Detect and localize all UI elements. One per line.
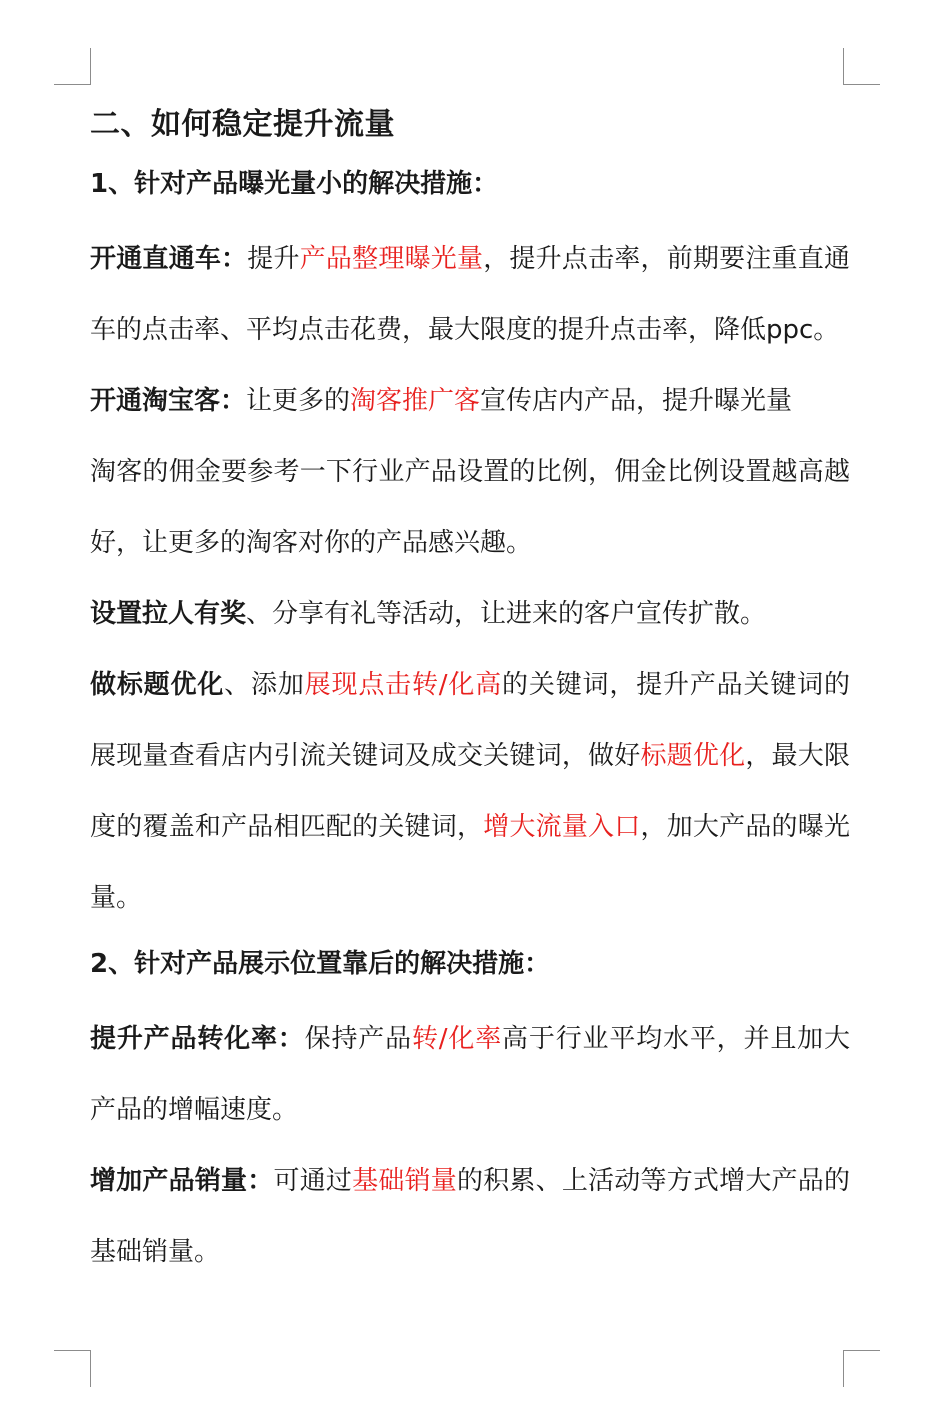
highlight-text: 转/化率	[411, 1024, 503, 1054]
paragraph-text: 高于行业平均水平，并且加大产品的增幅速度。	[90, 1024, 850, 1125]
page-title: 二、如何稳定提升流量	[90, 107, 395, 142]
paragraph-text: 提升	[247, 244, 300, 274]
paragraph-text: 、分享有礼等活动，让进来的客户宣传扩散。	[246, 599, 767, 629]
paragraph-lead: 增加产品销量：	[90, 1166, 274, 1196]
highlight-text: 展现点击转/化高	[304, 670, 503, 700]
paragraph-lead: 开通淘宝客：	[90, 386, 247, 416]
paragraph-lead: 开通直通车：	[90, 244, 248, 274]
highlight-text: 标题优化	[640, 741, 746, 771]
document-page	[90, 96, 850, 1288]
paragraph-text: ，加大产品的曝光量。	[90, 812, 850, 913]
section-1-heading: 1、针对产品曝光量小的解决措施：	[90, 169, 499, 199]
paragraph-lead: 做标题优化	[90, 670, 225, 700]
section-2-heading: 2、针对产品展示位置靠后的解决措施：	[90, 949, 551, 979]
paragraph-text: 可通过	[273, 1166, 353, 1196]
paragraph-text: ，最大限度的覆盖和产品相匹配的关键词，	[90, 741, 850, 842]
paragraph-sales	[90, 1146, 850, 1288]
highlight-text: 基础销量	[352, 1166, 457, 1196]
paragraph-text: 让更多的	[246, 386, 351, 416]
paragraph-lead: 设置拉人有奖	[90, 599, 247, 629]
page-corner-mark-top-left	[54, 48, 91, 85]
paragraph-text: 保持产品	[304, 1024, 412, 1054]
page-corner-mark-bottom-left	[54, 1350, 91, 1387]
paragraph-conversion	[90, 1004, 850, 1146]
paragraph-commission: 淘客的佣金要参考一下行业产品设置的比例，佣金比例设置越高越好，让更多的淘客对你的产品感兴趣。	[90, 457, 850, 558]
paragraph-referral	[90, 579, 850, 650]
paragraph-lead: 提升产品转化率：	[90, 1024, 305, 1054]
paragraph-text: 的关键词，提升产品关键词的展现量查看店内引流关键词及成交关键词，做好	[90, 670, 850, 771]
paragraph-text: 宣传店内产品，提升曝光量	[480, 386, 793, 416]
paragraph-text: 、添加	[224, 670, 305, 700]
highlight-text: 产品整理曝光量	[299, 244, 484, 274]
paragraph-title-optimization	[90, 650, 850, 934]
paragraph-text: ，提升点击率，前期要注重直通车的点击率、平均点击花费，最大限度的提升点击率，降低ppc。	[90, 244, 850, 345]
paragraph-ztc	[90, 224, 850, 366]
highlight-text: 增大流量入口	[483, 812, 641, 842]
paragraph-taobaoke	[90, 366, 850, 437]
page-corner-mark-top-right	[843, 48, 880, 85]
paragraph-text: 的积累、上活动等方式增大产品的基础销量。	[90, 1166, 850, 1267]
page-corner-mark-bottom-right	[843, 1350, 880, 1387]
highlight-text: 淘客推广客	[350, 386, 481, 416]
